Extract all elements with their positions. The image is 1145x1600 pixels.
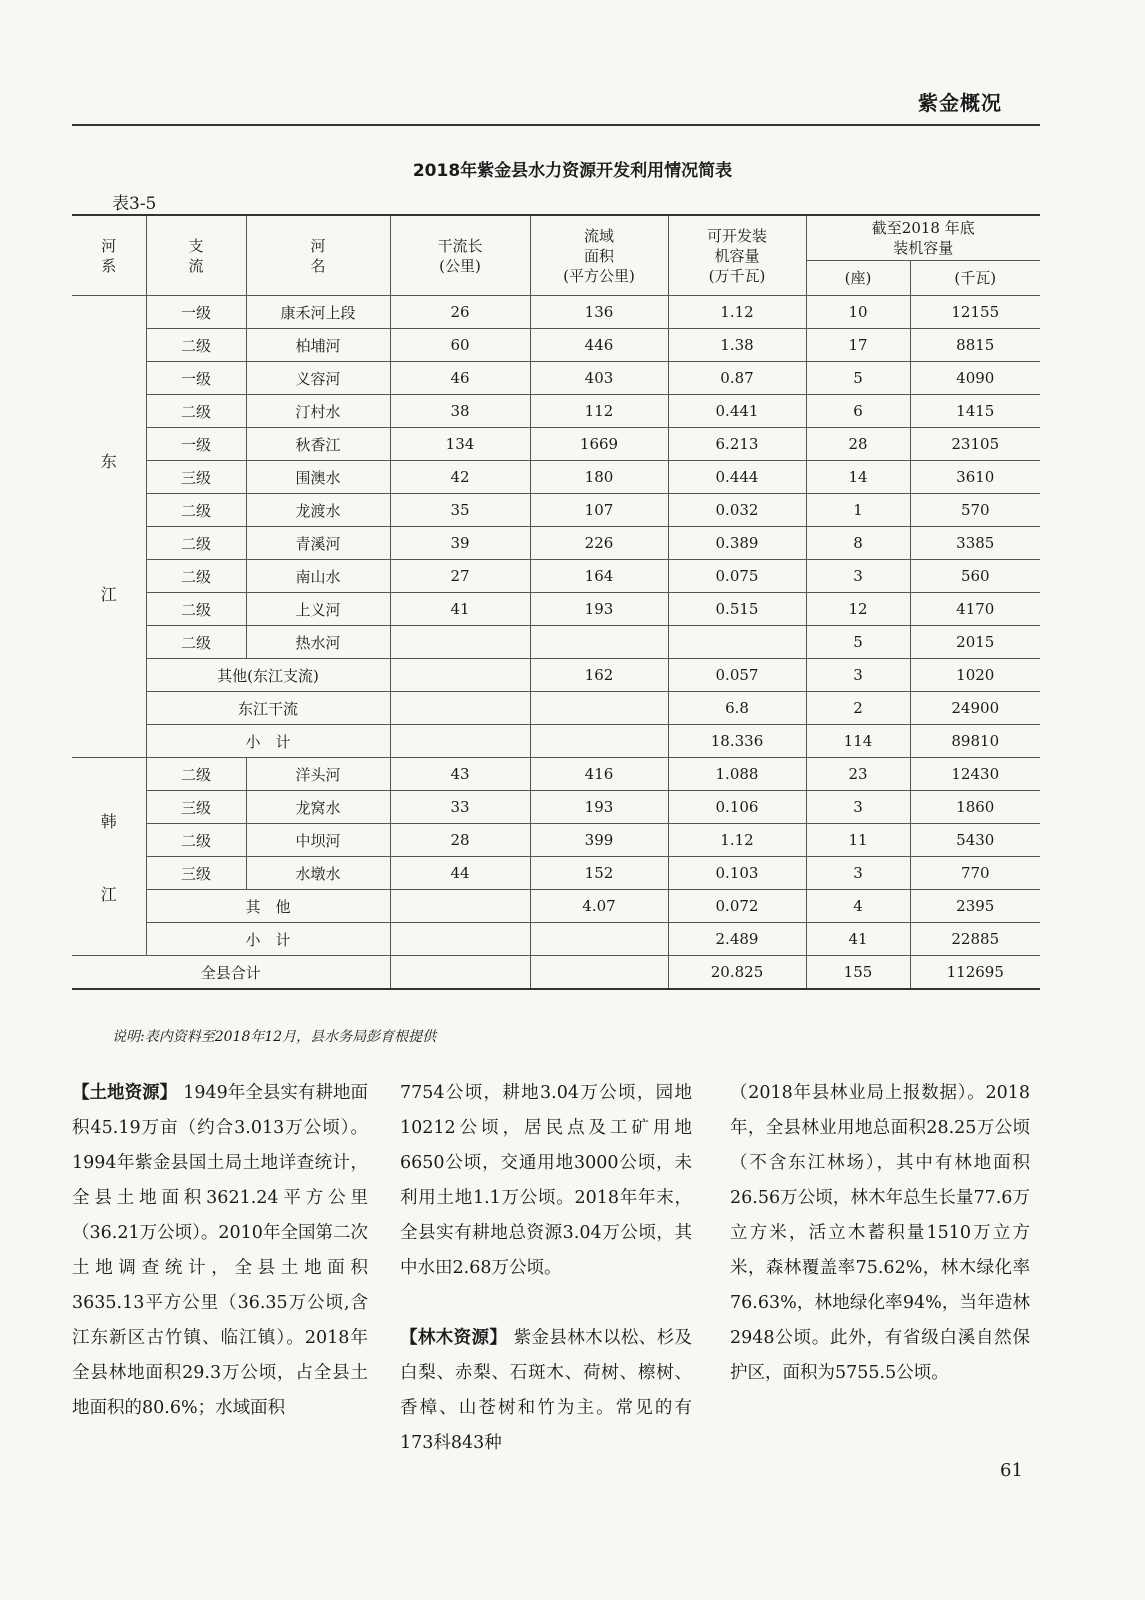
cell-tributary: 一级 — [146, 296, 246, 329]
table-row — [72, 296, 1040, 329]
cell-capacity: 0.441 — [668, 395, 806, 428]
cell-label: 小 计 — [146, 725, 390, 758]
land-resources-continued — [400, 1076, 692, 1286]
cell-capacity: 0.057 — [668, 659, 806, 692]
cell-kw: 12430 — [910, 758, 1040, 791]
cell-capacity: 20.825 — [668, 956, 806, 990]
header-installed-kw: (千瓦) — [910, 261, 1040, 296]
header-basin-area: 流域 面积 (平方公里) — [530, 215, 668, 296]
header-main-length: 干流长 (公里) — [390, 215, 530, 296]
cell-count: 10 — [806, 296, 910, 329]
cell-kw: 4170 — [910, 593, 1040, 626]
cell-kw: 4090 — [910, 362, 1040, 395]
header-installed: 截至2018 年底 装机容量 — [806, 215, 1040, 261]
table-row — [72, 395, 1040, 428]
cell-length: 41 — [390, 593, 530, 626]
section-title: 【土地资源】 — [72, 1083, 184, 1103]
text-column-2 — [400, 1076, 692, 1461]
cell-length: 39 — [390, 527, 530, 560]
cell-area — [530, 956, 668, 990]
cell-capacity: 0.103 — [668, 857, 806, 890]
header-capacity: 可开发装 机容量 (万千瓦) — [668, 215, 806, 296]
cell-capacity: 0.444 — [668, 461, 806, 494]
section-title: 【林木资源】 — [400, 1328, 514, 1348]
table-body — [72, 296, 1040, 990]
table-row — [72, 725, 1040, 758]
cell-length: 33 — [390, 791, 530, 824]
cell-count: 5 — [806, 626, 910, 659]
cell-length: 134 — [390, 428, 530, 461]
cell-river-name: 热水河 — [246, 626, 390, 659]
cell-area: 136 — [530, 296, 668, 329]
cell-river-name: 义容河 — [246, 362, 390, 395]
cell-length: 42 — [390, 461, 530, 494]
header-tributary: 支 流 — [146, 215, 246, 296]
cell-river-name: 柏埔河 — [246, 329, 390, 362]
cell-river-name: 围澳水 — [246, 461, 390, 494]
cell-area: 403 — [530, 362, 668, 395]
cell-area: 180 — [530, 461, 668, 494]
paragraph-text: （2018年县林业局上报数据）。2018年，全县林业用地总面积28.25万公顷（不含东江林场），其中有林地面积26.56万公顷，林木年总生长量77.6万立方米，活立木蓄积量1510万立方米，森林覆盖率75.62%，林木绿化率76.63%，林地绿化率94%，当年造林2948公顷。此外，有省级白溪自然保护区，面积为5755.5公顷。 — [730, 1083, 1030, 1383]
table-row — [72, 494, 1040, 527]
forest-resources-paragraph — [400, 1321, 692, 1461]
river-system-char: 东 — [100, 451, 117, 471]
cell-kw: 5430 — [910, 824, 1040, 857]
hydropower-table — [72, 214, 1040, 990]
river-system-char: 韩 — [100, 811, 117, 831]
cell-length: 35 — [390, 494, 530, 527]
cell-count: 28 — [806, 428, 910, 461]
header-installed-count: (座) — [806, 261, 910, 296]
cell-area: 226 — [530, 527, 668, 560]
cell-area — [530, 692, 668, 725]
cell-count: 3 — [806, 560, 910, 593]
cell-kw: 1415 — [910, 395, 1040, 428]
cell-river-name: 水墩水 — [246, 857, 390, 890]
text-column-3 — [730, 1076, 1030, 1391]
cell-kw: 770 — [910, 857, 1040, 890]
cell-count: 5 — [806, 362, 910, 395]
cell-count: 8 — [806, 527, 910, 560]
cell-count: 41 — [806, 923, 910, 956]
cell-kw: 1020 — [910, 659, 1040, 692]
cell-area: 107 — [530, 494, 668, 527]
cell-length — [390, 626, 530, 659]
cell-kw: 1860 — [910, 791, 1040, 824]
cell-capacity: 0.87 — [668, 362, 806, 395]
river-system-char: 江 — [100, 884, 117, 904]
cell-count: 1 — [806, 494, 910, 527]
cell-tributary: 一级 — [146, 362, 246, 395]
table-label: 表3-5 — [112, 194, 157, 214]
cell-capacity: 0.389 — [668, 527, 806, 560]
cell-capacity — [668, 626, 806, 659]
cell-tributary: 二级 — [146, 560, 246, 593]
cell-tributary: 二级 — [146, 494, 246, 527]
cell-capacity: 6.213 — [668, 428, 806, 461]
cell-kw: 3610 — [910, 461, 1040, 494]
cell-river-name: 秋香江 — [246, 428, 390, 461]
cell-river-name: 龙渡水 — [246, 494, 390, 527]
cell-length — [390, 890, 530, 923]
cell-count: 155 — [806, 956, 910, 990]
cell-length: 27 — [390, 560, 530, 593]
paragraph-text: 7754公顷，耕地3.04万公顷，园地10212公顷，居民点及工矿用地6650公顷，交通用地3000公顷，未利用土地1.1万公顷。2018年年末，全县实有耕地总资源3.04万公顷，其中水田2.68万公顷。 — [400, 1083, 692, 1278]
cell-count: 3 — [806, 659, 910, 692]
cell-length: 26 — [390, 296, 530, 329]
cell-length — [390, 923, 530, 956]
cell-length — [390, 956, 530, 990]
cell-tributary: 三级 — [146, 791, 246, 824]
cell-area: 1669 — [530, 428, 668, 461]
table-row — [72, 626, 1040, 659]
table-row — [72, 791, 1040, 824]
cell-length: 38 — [390, 395, 530, 428]
table-note: 说明:表内资料至2018年12月，县水务局彭育根提供 — [112, 1029, 437, 1045]
cell-area: 446 — [530, 329, 668, 362]
cell-area: 193 — [530, 593, 668, 626]
table-row — [72, 692, 1040, 725]
cell-label: 全县合计 — [72, 956, 390, 990]
cell-tributary: 三级 — [146, 857, 246, 890]
cell-kw: 560 — [910, 560, 1040, 593]
river-system-char: 江 — [100, 584, 117, 604]
cell-length: 60 — [390, 329, 530, 362]
cell-capacity: 1.12 — [668, 296, 806, 329]
cell-river-name: 康禾河上段 — [246, 296, 390, 329]
cell-river-name: 青溪河 — [246, 527, 390, 560]
cell-area: 152 — [530, 857, 668, 890]
cell-tributary: 二级 — [146, 527, 246, 560]
table-row — [72, 362, 1040, 395]
table-row — [72, 428, 1040, 461]
cell-area: 193 — [530, 791, 668, 824]
cell-count: 11 — [806, 824, 910, 857]
cell-count: 23 — [806, 758, 910, 791]
section-header: 紫金概况 — [918, 91, 1002, 115]
cell-count: 114 — [806, 725, 910, 758]
cell-kw: 89810 — [910, 725, 1040, 758]
cell-length: 44 — [390, 857, 530, 890]
cell-length — [390, 659, 530, 692]
river-system-hanjiang — [72, 758, 146, 956]
cell-river-name: 上义河 — [246, 593, 390, 626]
cell-tributary: 二级 — [146, 329, 246, 362]
cell-capacity: 1.088 — [668, 758, 806, 791]
cell-tributary: 二级 — [146, 824, 246, 857]
cell-kw: 24900 — [910, 692, 1040, 725]
table-row — [72, 527, 1040, 560]
cell-tributary: 二级 — [146, 395, 246, 428]
cell-area — [530, 626, 668, 659]
cell-count: 14 — [806, 461, 910, 494]
table-row — [72, 824, 1040, 857]
header-river-name: 河 名 — [246, 215, 390, 296]
cell-capacity: 0.072 — [668, 890, 806, 923]
text-column-1 — [72, 1076, 368, 1426]
cell-tributary: 二级 — [146, 758, 246, 791]
table-title: 2018年紫金县水力资源开发利用情况简表 — [412, 161, 733, 181]
cell-count: 17 — [806, 329, 910, 362]
cell-capacity: 18.336 — [668, 725, 806, 758]
cell-capacity: 1.38 — [668, 329, 806, 362]
cell-river-name: 南山水 — [246, 560, 390, 593]
cell-kw: 8815 — [910, 329, 1040, 362]
cell-area — [530, 923, 668, 956]
cell-tributary: 三级 — [146, 461, 246, 494]
cell-capacity: 0.075 — [668, 560, 806, 593]
cell-count: 12 — [806, 593, 910, 626]
cell-count: 6 — [806, 395, 910, 428]
paragraph-text: 紫金县林木以松、杉及白梨、赤梨、石斑木、荷树、檫树、香樟、山苍树和竹为主。常见的有173科843种 — [400, 1328, 693, 1453]
forest-resources-continued — [730, 1076, 1030, 1391]
table-row-total — [72, 956, 1040, 990]
river-system-dongjiang — [72, 296, 146, 758]
cell-length: 46 — [390, 362, 530, 395]
cell-label: 东江干流 — [146, 692, 390, 725]
cell-kw: 3385 — [910, 527, 1040, 560]
table-row — [72, 461, 1040, 494]
cell-label: 其他(东江支流) — [146, 659, 390, 692]
table-row — [72, 560, 1040, 593]
cell-count: 3 — [806, 857, 910, 890]
cell-kw: 2395 — [910, 890, 1040, 923]
cell-label: 其 他 — [146, 890, 390, 923]
cell-kw: 2015 — [910, 626, 1040, 659]
cell-label: 小 计 — [146, 923, 390, 956]
cell-count: 2 — [806, 692, 910, 725]
cell-kw: 112695 — [910, 956, 1040, 990]
cell-kw: 12155 — [910, 296, 1040, 329]
header-river-system: 河 系 — [72, 215, 146, 296]
table-row — [72, 758, 1040, 791]
cell-tributary: 二级 — [146, 626, 246, 659]
paragraph-text: 1949年全县实有耕地面积45.19万亩（约合3.013万公顷）。1994年紫金县国土局土地详查统计，全县土地面积3621.24平方公里（36.21万公顷）。2010年全国第二次土地调查统计，全县土地面积3635.13平方公里（36.35万公顷,含江东新区古竹镇、临江镇）。2018年全县林地面积29.3万公顷，占全县土地面积的80.6%；水域面积 — [72, 1083, 368, 1418]
cell-tributary: 二级 — [146, 593, 246, 626]
cell-river-name: 中坝河 — [246, 824, 390, 857]
cell-capacity: 0.106 — [668, 791, 806, 824]
cell-kw: 23105 — [910, 428, 1040, 461]
cell-area: 164 — [530, 560, 668, 593]
table-row — [72, 890, 1040, 923]
cell-tributary: 一级 — [146, 428, 246, 461]
cell-river-name: 洋头河 — [246, 758, 390, 791]
cell-area — [530, 725, 668, 758]
cell-kw: 570 — [910, 494, 1040, 527]
cell-kw: 22885 — [910, 923, 1040, 956]
cell-capacity: 1.12 — [668, 824, 806, 857]
cell-length: 28 — [390, 824, 530, 857]
cell-area: 112 — [530, 395, 668, 428]
cell-area: 416 — [530, 758, 668, 791]
page-number: 61 — [1000, 1460, 1023, 1481]
cell-length — [390, 725, 530, 758]
land-resources-paragraph — [72, 1076, 368, 1426]
cell-area: 162 — [530, 659, 668, 692]
cell-river-name: 汀村水 — [246, 395, 390, 428]
cell-length: 43 — [390, 758, 530, 791]
table-row — [72, 659, 1040, 692]
table-row — [72, 923, 1040, 956]
cell-count: 3 — [806, 791, 910, 824]
cell-area: 399 — [530, 824, 668, 857]
cell-capacity: 2.489 — [668, 923, 806, 956]
cell-count: 4 — [806, 890, 910, 923]
cell-river-name: 龙窝水 — [246, 791, 390, 824]
table-row — [72, 593, 1040, 626]
cell-length — [390, 692, 530, 725]
header-rule — [72, 124, 1040, 126]
table-row — [72, 329, 1040, 362]
cell-area: 4.07 — [530, 890, 668, 923]
cell-capacity: 6.8 — [668, 692, 806, 725]
cell-capacity: 0.515 — [668, 593, 806, 626]
table-row — [72, 857, 1040, 890]
cell-capacity: 0.032 — [668, 494, 806, 527]
